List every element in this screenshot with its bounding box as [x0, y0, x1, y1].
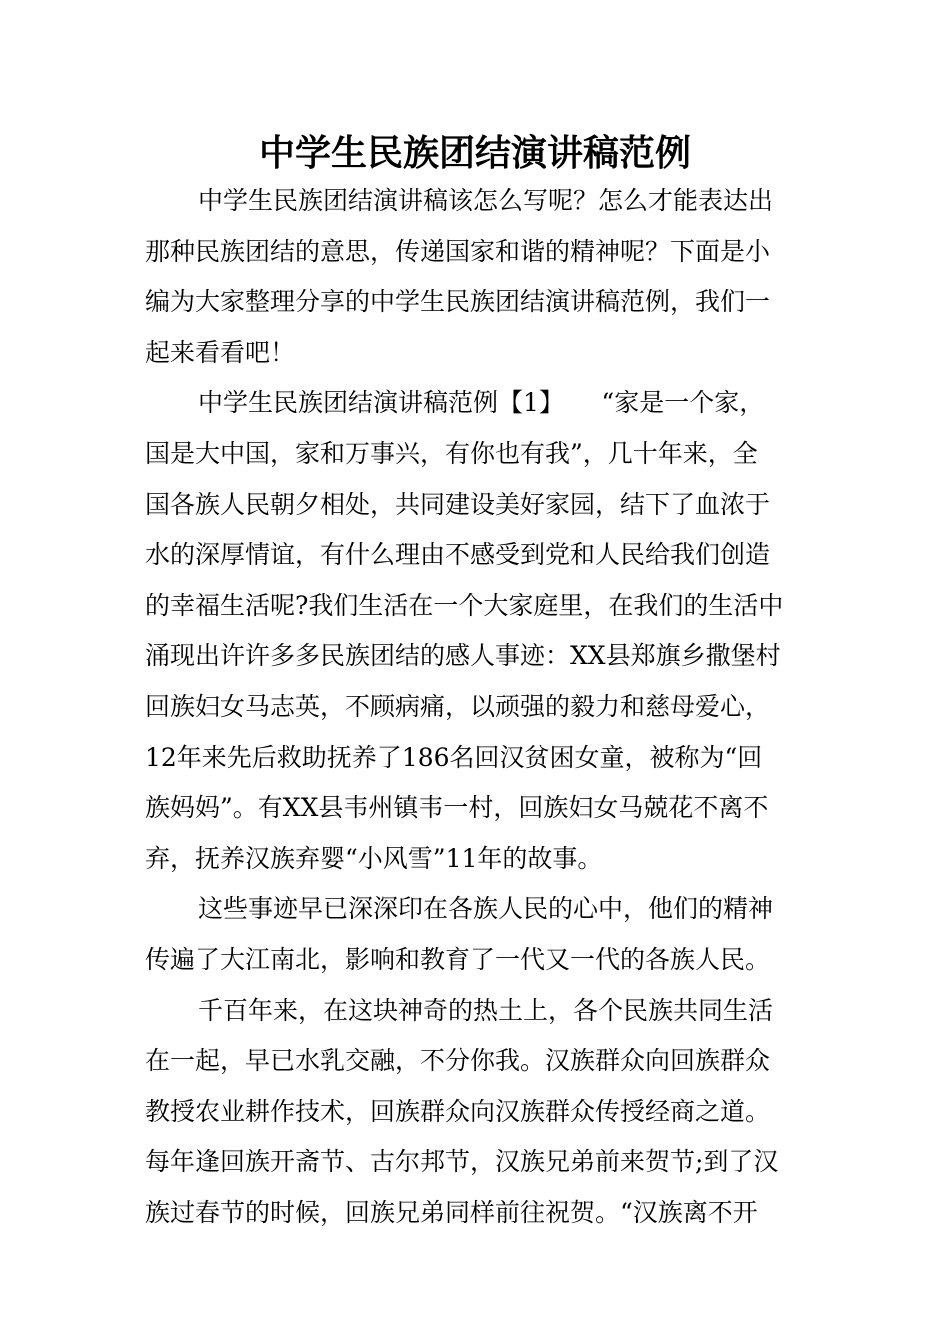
paragraph-line: 那种民族团结的意思，传递国家和谐的精神呢？下面是小 — [145, 236, 771, 266]
paragraph-line: 起来看看吧！ — [145, 337, 296, 367]
paragraph-line: 涌现出许许多多民族团结的感人事迹：XX县郑旗乡撒堡村 — [145, 641, 781, 671]
paragraph-line: 中学生民族团结演讲稿范例【1】 “家是一个家， — [198, 388, 765, 418]
document-title: 中学生民族团结演讲稿范例 — [258, 132, 691, 174]
paragraph-line: 族过春节的时候，回族兄弟同样前往祝贺。“汉族离不开 — [145, 1197, 758, 1227]
paragraph-line: 族妈妈”。有XX县韦州镇韦一村，回族妇女马兢花不离不 — [145, 793, 769, 823]
paragraph-line: 传遍了大江南北，影响和教育了一代又一代的各族人民。 — [145, 944, 771, 974]
document-body — [145, 176, 817, 1238]
paragraph-line: 12年来先后救助抚养了186名回汉贫困女童，被称为“回 — [145, 742, 763, 772]
paragraph-line: 这些事迹早已深深印在各族人民的心中，他们的精神 — [198, 894, 774, 924]
paragraph-line: 的幸福生活呢?我们生活在一个大家庭里，在我们的生活中 — [145, 590, 784, 620]
paragraph-line: 国是大中国，家和万事兴，有你也有我”，几十年来，全 — [145, 438, 758, 468]
paragraph-line: 国各族人民朝夕相处，共同建设美好家园，结下了血浓于 — [145, 489, 771, 519]
paragraph-line: 每年逢回族开斋节、古尔邦节，汉族兄弟前来贺节;到了汉 — [145, 1147, 779, 1177]
paragraph-line: 中学生民族团结演讲稿该怎么写呢？怎么才能表达出 — [198, 186, 774, 215]
paragraph-line: 回族妇女马志英，不顾病痛，以顽强的毅力和慈母爱心， — [145, 691, 771, 721]
paragraph-line: 教授农业耕作技术，回族群众向汉族群众传授经商之道。 — [145, 1096, 771, 1126]
paragraph-line: 千百年来，在这块神奇的热土上，各个民族共同生活 — [198, 995, 774, 1025]
paragraph-line: 水的深厚情谊，有什么理由不感受到党和人民给我们创造 — [145, 540, 771, 570]
paragraph-line: 弃，抚养汉族弃婴“小风雪”11年的故事。 — [145, 843, 603, 873]
paragraph-line: 在一起，早已水乳交融，不分你我。汉族群众向回族群众 — [145, 1046, 771, 1076]
paragraph-line: 编为大家整理分享的中学生民族团结演讲稿范例，我们一 — [145, 287, 771, 317]
